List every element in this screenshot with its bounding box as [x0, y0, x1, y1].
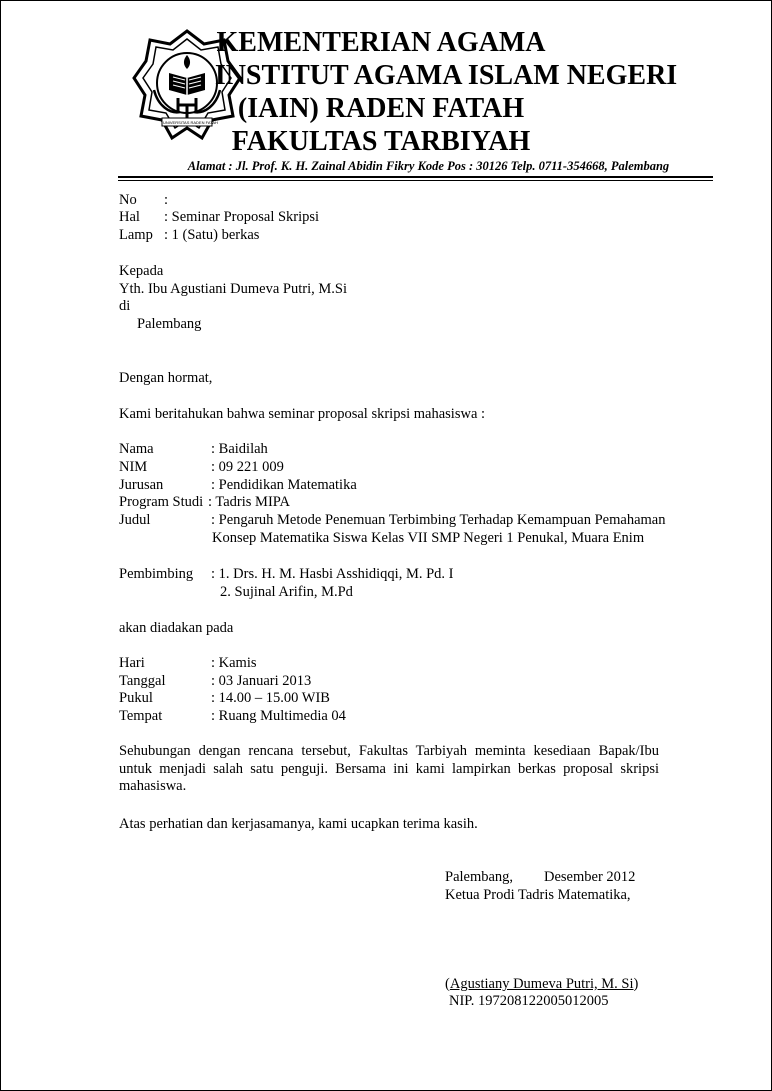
- pembimbing-label: Pembimbing: [119, 566, 194, 582]
- intro-text: Kami beritahukan bahwa seminar proposal skripsi mahasiswa :: [119, 406, 486, 422]
- ref-no-value: :: [164, 192, 169, 208]
- student-prodi-value: : Tadris MIPA: [208, 494, 290, 510]
- student-nim-label: NIM: [119, 459, 148, 475]
- schedule-pukul-value: : 14.00 – 15.00 WIB: [211, 690, 330, 706]
- schedule-pukul-label: Pukul: [119, 690, 153, 706]
- student-judul-value-line2: Konsep Matematika Siswa Kelas VII SMP Negeri 1 Penukal, Muara Enim: [212, 530, 645, 546]
- recipient-di: di: [119, 298, 131, 314]
- signature-close-paren: ): [633, 976, 639, 992]
- recipient-name: Yth. Ibu Agustiani Dumeva Putri, M.Si: [119, 281, 347, 297]
- ref-lamp-value: : 1 (Satu) berkas: [164, 227, 260, 243]
- ref-hal-label: Hal: [119, 209, 140, 225]
- signature-date: Desember 2012: [544, 869, 636, 885]
- letterhead-faculty: FAKULTAS TARBIYAH: [231, 126, 531, 157]
- letterhead-address: Alamat : Jl. Prof. K. H. Zainal Abidin Fikry Kode Pos : 30126 Telp. 0711-354668, Palembang: [187, 159, 670, 173]
- student-judul-value-line1: : Pengaruh Metode Penemuan Terbimbing Terhadap Kemampuan Pemahaman: [211, 512, 666, 528]
- letterhead-ministry: KEMENTERIAN AGAMA: [216, 27, 546, 58]
- ref-lamp-label: Lamp: [119, 227, 153, 243]
- pembimbing-1: : 1. Drs. H. M. Hasbi Asshidiqqi, M. Pd. I: [211, 566, 454, 582]
- schedule-tempat-value: : Ruang Multimedia 04: [211, 708, 346, 724]
- signature-title: Ketua Prodi Tadris Matematika,: [445, 887, 631, 903]
- request-paragraph: Sehubungan dengan rencana tersebut, Fakultas Tarbiyah meminta kesediaan Bapak/Ibu untuk menjadi salah satu penguji. Bersama ini kami lampirkan berkas proposal skripsi mahasiswa.: [119, 743, 659, 794]
- ref-hal-value: : Seminar Proposal Skripsi: [164, 209, 320, 225]
- schedule-tanggal-label: Tanggal: [119, 673, 166, 689]
- student-nama-label: Nama: [119, 441, 154, 457]
- letterhead-rule-thick: [118, 176, 713, 178]
- schedule-hari-value: : Kamis: [211, 655, 257, 671]
- pembimbing-2: 2. Sujinal Arifin, M.Pd: [220, 584, 353, 600]
- closing-text: Atas perhatian dan kerjasamanya, kami ucapkan terima kasih.: [119, 816, 478, 832]
- schedule-tempat-label: Tempat: [119, 708, 163, 724]
- student-judul-label: Judul: [119, 512, 151, 528]
- ref-no-label: No: [119, 192, 137, 208]
- schedule-tanggal-value: : 03 Januari 2013: [211, 673, 312, 689]
- signature-place: Palembang,: [445, 869, 514, 885]
- akan-diadakan: akan diadakan pada: [119, 620, 234, 636]
- schedule-hari-label: Hari: [119, 655, 145, 671]
- student-nama-value: : Baidilah: [211, 441, 268, 457]
- greeting: Dengan hormat,: [119, 370, 213, 386]
- student-nim-value: : 09 221 009: [211, 459, 284, 475]
- letterhead-rule-thin: [118, 180, 713, 181]
- signature-open-paren: (: [445, 976, 450, 992]
- student-jurusan-value: : Pendidikan Matematika: [211, 477, 357, 493]
- logo-ribbon-text: UNIVERSITAS RADEN FATAH: [163, 120, 218, 125]
- signature-name: Agustiany Dumeva Putri, M. Si: [449, 976, 634, 992]
- signature-nip: NIP. 197208122005012005: [449, 993, 609, 1009]
- student-prodi-label: Program Studi: [119, 494, 204, 510]
- letterhead-raden-fatah: (IAIN) RADEN FATAH: [237, 93, 525, 124]
- signature-name-line: [445, 976, 638, 993]
- student-jurusan-label: Jurusan: [119, 477, 164, 493]
- recipient-city: Palembang: [137, 316, 202, 332]
- letterhead-institute: INSTITUT AGAMA ISLAM NEGERI: [214, 60, 678, 91]
- recipient-kepada: Kepada: [119, 263, 164, 279]
